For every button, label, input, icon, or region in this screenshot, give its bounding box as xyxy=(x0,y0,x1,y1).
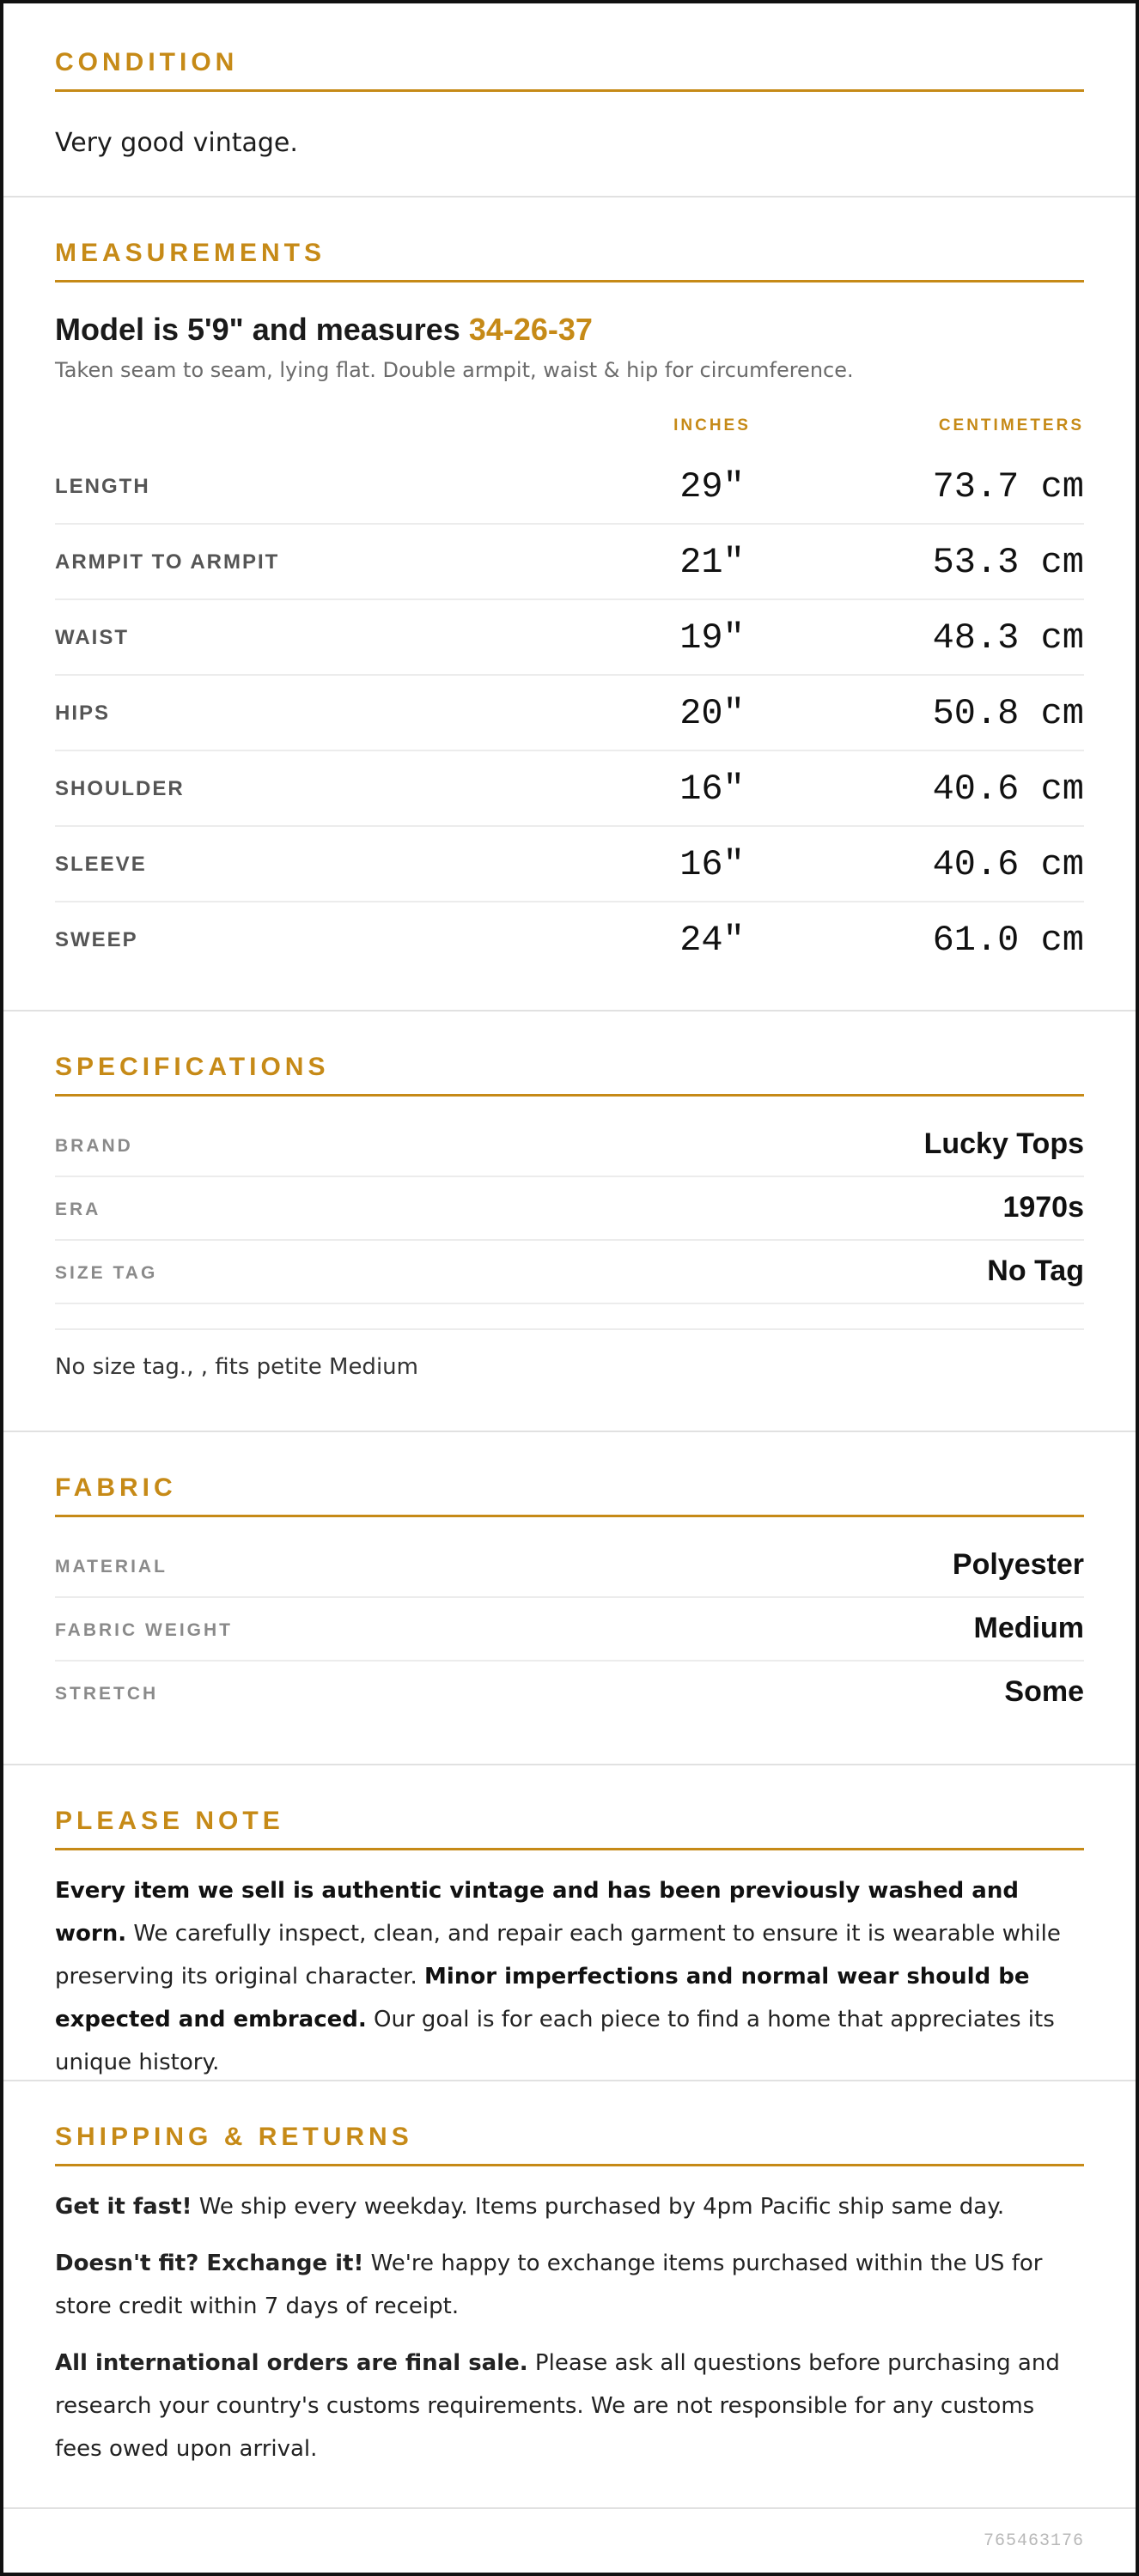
measurement-cm: 73.7 cm xyxy=(932,466,1084,507)
fabric-key: MATERIAL xyxy=(55,1557,168,1577)
fabric-key: STRETCH xyxy=(55,1684,159,1704)
shipping-text: We ship every weekday. Items purchased by 4pm Pacific ship same day. xyxy=(192,2194,1005,2220)
measurement-row-length xyxy=(55,449,1084,525)
spec-value: 1970s xyxy=(1002,1191,1084,1224)
returns-text: We're happy to exchange items purchased within the US for store credit within 7 days of receipt. xyxy=(55,2251,1043,2319)
measurement-inches: 21" xyxy=(679,542,745,583)
shipping-returns-section xyxy=(3,2081,1136,2509)
measurement-cm: 48.3 cm xyxy=(932,617,1084,659)
model-measures: 34-26-37 xyxy=(468,312,593,347)
fabric-value: Medium xyxy=(973,1612,1084,1644)
spec-key: SIZE TAG xyxy=(55,1263,158,1283)
measurement-label: WAIST xyxy=(55,626,129,649)
condition-title: CONDITION xyxy=(55,48,1084,92)
note-bold-2: Minor imperfections and normal wear should be expected and embraced. xyxy=(55,1964,1030,2032)
measurement-inches: 19" xyxy=(679,617,745,659)
fabric-row-material xyxy=(55,1534,1084,1598)
measurement-inches: 16" xyxy=(679,769,745,810)
international-text: Please ask all questions before purchasing and research your country's customs requirements. We are not responsible for any customs fees owed upon arrival. xyxy=(55,2350,1060,2462)
measurement-inches: 24" xyxy=(679,920,745,961)
model-info xyxy=(55,312,1084,348)
please-note-title: PLEASE NOTE xyxy=(55,1807,1084,1850)
spec-row-brand xyxy=(55,1114,1084,1177)
item-id: 765463176 xyxy=(983,2531,1084,2551)
shipping-bold: Get it fast! xyxy=(55,2194,192,2220)
inches-column-header: INCHES xyxy=(673,416,751,434)
spec-key: ERA xyxy=(55,1200,101,1219)
shipping-paragraph xyxy=(55,2185,1084,2228)
condition-text: Very good vintage. xyxy=(55,128,298,158)
measurement-label: SHOULDER xyxy=(55,777,185,800)
measurement-label: SLEEVE xyxy=(55,853,147,876)
measurements-header xyxy=(55,398,1084,449)
measurement-label: SWEEP xyxy=(55,928,138,951)
spec-row-size-tag xyxy=(55,1241,1084,1304)
measurements-subtitle: Taken seam to seam, lying flat. Double armpit, waist & hip for circumference. xyxy=(55,358,854,382)
measurements-title: MEASUREMENTS xyxy=(55,239,1084,283)
measurement-inches: 29" xyxy=(679,466,745,507)
fabric-value: Polyester xyxy=(952,1548,1084,1581)
note-bold-1: Every item we sell is authentic vintage and has been previously washed and worn. xyxy=(55,1878,1019,1947)
shipping-paragraphs xyxy=(55,2185,1084,2470)
fabric-title: FABRIC xyxy=(55,1473,1084,1517)
shipping-title: SHIPPING & RETURNS xyxy=(55,2123,1084,2166)
measurements-table xyxy=(55,449,1084,978)
measurement-row-waist xyxy=(55,600,1084,676)
measurement-inches: 16" xyxy=(679,844,745,885)
specifications-section xyxy=(3,1012,1136,1432)
fabric-list xyxy=(55,1534,1084,1725)
fabric-row-stretch xyxy=(55,1662,1084,1725)
international-bold: All international orders are final sale. xyxy=(55,2350,528,2376)
measurement-cm: 53.3 cm xyxy=(932,542,1084,583)
measurement-row-shoulder xyxy=(55,751,1084,827)
specifications-title: SPECIFICATIONS xyxy=(55,1053,1084,1097)
spec-key: BRAND xyxy=(55,1136,133,1156)
measurement-cm: 40.6 cm xyxy=(932,769,1084,810)
measurement-inches: 20" xyxy=(679,693,745,734)
measurement-cm: 50.8 cm xyxy=(932,693,1084,734)
fabric-row-weight xyxy=(55,1598,1084,1662)
specifications-list xyxy=(55,1114,1084,1304)
condition-section xyxy=(3,7,1136,197)
note-text-2: Our goal is for each piece to find a home that appreciates its unique history. xyxy=(55,2007,1055,2075)
please-note-text xyxy=(55,1869,1084,2084)
measurement-row-armpit xyxy=(55,525,1084,600)
measurement-cm: 61.0 cm xyxy=(932,920,1084,961)
measurement-label: LENGTH xyxy=(55,475,150,498)
returns-paragraph xyxy=(55,2242,1084,2328)
spec-value: No Tag xyxy=(987,1255,1084,1287)
centimeters-column-header: CENTIMETERS xyxy=(938,416,1084,434)
note-text-1: We carefully inspect, clean, and repair each garment to ensure it is wearable while preserving its original character. xyxy=(55,1921,1061,1990)
model-info-prefix: Model is 5'9" and measures xyxy=(55,312,469,347)
measurement-label: HIPS xyxy=(55,702,111,725)
fabric-value: Some xyxy=(1004,1675,1084,1708)
returns-bold: Doesn't fit? Exchange it! xyxy=(55,2251,364,2276)
international-paragraph xyxy=(55,2342,1084,2470)
measurement-row-sleeve xyxy=(55,827,1084,902)
measurement-row-hips xyxy=(55,676,1084,751)
fabric-section xyxy=(3,1432,1136,1765)
measurement-label: ARMPIT TO ARMPIT xyxy=(55,550,280,574)
spec-value: Lucky Tops xyxy=(923,1127,1084,1160)
please-note-section xyxy=(3,1765,1136,2081)
spec-note-container xyxy=(55,1328,1084,1380)
measurement-row-sweep xyxy=(55,902,1084,978)
measurement-cm: 40.6 cm xyxy=(932,844,1084,885)
size-note: No size tag., , fits petite Medium xyxy=(55,1354,418,1380)
measurements-section xyxy=(3,197,1136,1012)
spec-row-era xyxy=(55,1177,1084,1241)
fabric-key: FABRIC WEIGHT xyxy=(55,1620,233,1640)
